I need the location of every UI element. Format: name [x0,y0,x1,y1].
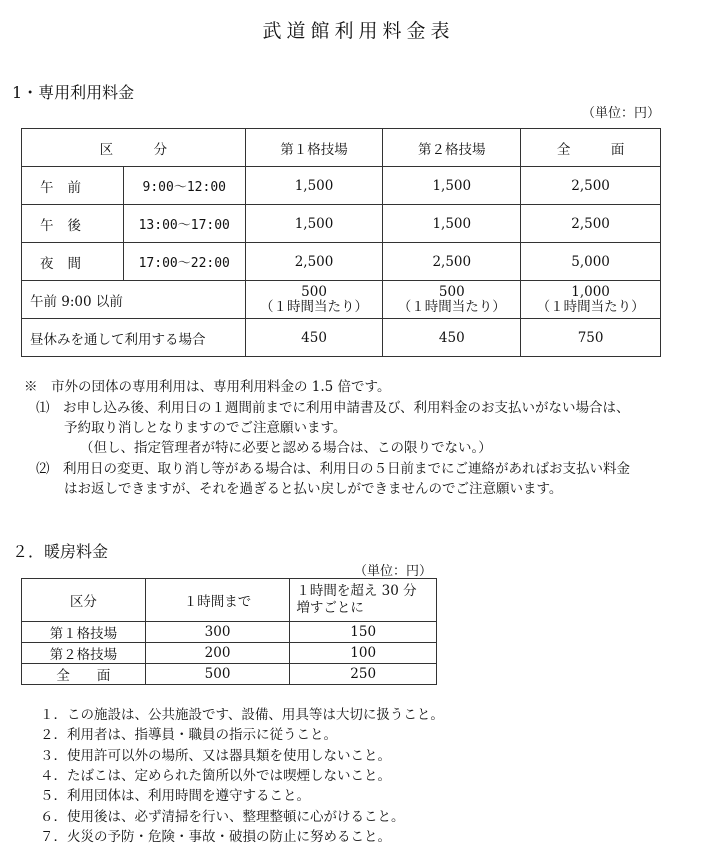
note-1-line3: （但し、指定管理者が特に必要と認める場合は、この限りでない。） [80,440,492,456]
header-col2-line2: 増すごとに [296,600,364,616]
fee-cell: 2,500 [521,205,661,243]
fee-value: 500 [438,283,465,300]
per-hour-note: （１時間当たり） [260,298,369,315]
header-category: 区分 [22,579,146,622]
fee-cell: 1,500 [245,167,383,205]
fee-cell: 150 [290,622,437,643]
fee-cell [245,281,383,319]
fee-cell: 2,500 [245,243,383,281]
header-col3: 全 面 [521,129,661,167]
rule-item: ４．たばこは、定められた箇所以外では喫煙しないこと。 [40,768,391,784]
facility-name: 第１格技場 [22,622,146,643]
table-header-row [22,129,661,167]
table-row [22,622,437,643]
slot-time: 17:00～22:00 [123,243,245,281]
heating-fee-table [21,578,437,685]
fee-cell: 750 [521,319,661,357]
per-hour-note: （１時間当たり） [397,298,506,315]
fee-cell: 1,500 [383,205,521,243]
slot-name: 夜間 [22,243,124,281]
header-col2-line1: １時間を超え 30 分 [296,583,417,599]
facility-name: 全 面 [22,664,146,685]
table-row [22,319,661,357]
header-col1: １時間まで [145,579,290,622]
table-row [22,664,437,685]
note-1-line2: 予約取り消しとなりますのでご注意願います。 [64,420,347,436]
fee-cell: 5,000 [521,243,661,281]
rule-item: １．この施設は、公共施設です、設備、用具等は大切に扱うこと。 [40,707,444,723]
per-hour-note: （１時間当たり） [536,298,645,315]
morning-label: 午前 9:00 以前 [22,281,246,319]
note-1-line1: ⑴ お申し込み後、利用日の１週間前までに利用申請書及び、利用料金のお支払いがない場合は、 [36,400,630,416]
table-row [22,167,661,205]
slot-time: 13:00～17:00 [123,205,245,243]
table-row [22,281,661,319]
header-category: 区 分 [22,129,246,167]
fee-cell: 2,500 [383,243,521,281]
fee-cell [521,281,661,319]
fee-cell: 1,500 [245,205,383,243]
fee-cell: 450 [383,319,521,357]
facility-name: 第２格技場 [22,643,146,664]
rule-item: ７．火災の予防・危険・事故・破損の防止に努めること。 [40,829,391,845]
section1-unit: （単位：円） [582,106,661,121]
section2-heading: ２．暖房料金 [12,542,109,561]
exclusive-use-fee-table [21,128,661,357]
header-col2: 第２格技場 [383,129,521,167]
table-row [22,205,661,243]
section1-heading: 1・専用利用料金 [12,83,135,102]
rule-item: ２．利用者は、指導員・職員の指示に従うこと。 [40,727,337,743]
lunch-label: 昼休みを通して利用する場合 [22,319,246,357]
rule-item: ３．使用許可以外の場所、又は器具類を使用しないこと。 [40,748,391,764]
fee-cell: 250 [290,664,437,685]
note-main: ※ 市外の団体の専用利用は、専用利用料金の 1.5 倍です。 [24,379,391,395]
rule-item: ６．使用後は、必ず清掃を行い、整理整頓に心がけること。 [40,809,405,825]
fee-cell: 1,500 [383,167,521,205]
fee-cell: 100 [290,643,437,664]
header-col2 [290,579,437,622]
header-col1: 第１格技場 [245,129,383,167]
fee-value: 1,000 [571,283,610,300]
fee-cell: 500 [145,664,290,685]
fee-cell: 300 [145,622,290,643]
table-row [22,643,437,664]
fee-cell [383,281,521,319]
document-title: 武道館利用料金表 [262,20,455,42]
fee-cell: 2,500 [521,167,661,205]
slot-name: 午後 [22,205,124,243]
note-2-line1: ⑵ 利用日の変更、取り消し等がある場合は、利用日の５日前までにご連絡があればお支払い料金 [36,461,630,477]
note-2-line2: はお返しできますが、それを過ぎると払い戻しができませんのでご注意願います。 [64,481,563,497]
fee-value: 500 [301,283,327,300]
fee-cell: 450 [245,319,383,357]
fee-cell: 200 [145,643,290,664]
slot-time: 9:00～12:00 [123,167,245,205]
section2-unit: （単位：円） [354,564,433,579]
table-header-row [22,579,437,622]
rule-item: ５．利用団体は、利用時間を遵守すること。 [40,788,310,804]
table-row [22,243,661,281]
slot-name: 午前 [22,167,124,205]
